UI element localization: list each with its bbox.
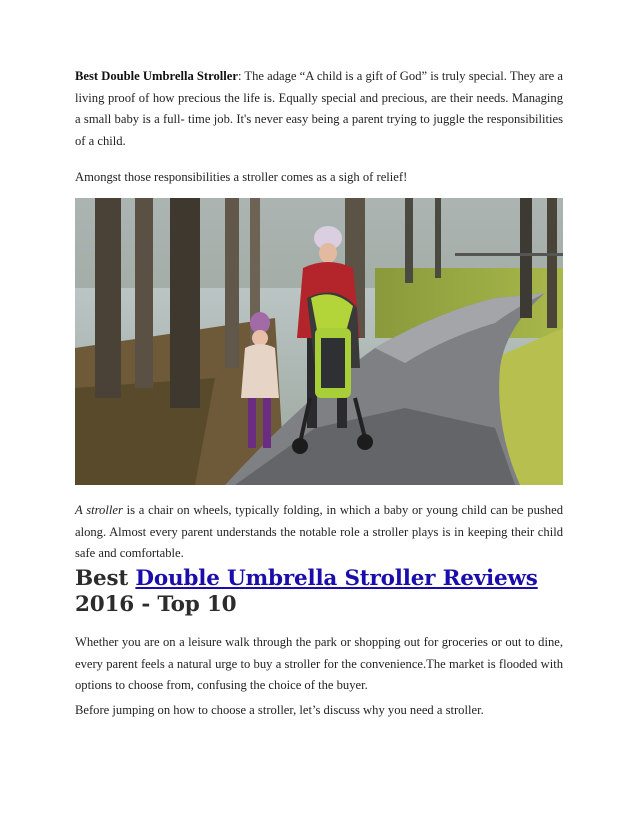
intro-text: : The adage “A child is a gift of God” is truly special. They are a living proof of how precious the life is. Equally special and precious, are their needs. Managing a small baby is a full- time job. It's never easy being a parent trying to juggle the responsibilities of a child. xyxy=(75,69,563,148)
intro-paragraph xyxy=(75,66,563,152)
stroller-lead-italic: A stroller xyxy=(75,503,123,517)
section-heading xyxy=(75,566,563,618)
reviews-link[interactable]: Double Umbrella Stroller Reviews xyxy=(135,566,538,591)
leisure-walk-paragraph: Whether you are on a leisure walk through the park or shopping out for groceries or out to dine, every parent feels a natural urge to buy a stroller for the convenience.The market is flooded with options to choose from, confusing the choice of the buyer. xyxy=(75,635,563,692)
family-walking-with-stroller-photo xyxy=(75,198,563,485)
stroller-definition-text: is a chair on wheels, typically folding, in which a baby or young child can be pushed along. Almost every parent understands the notable role a stroller plays is in keeping their child safe and comfortable. xyxy=(75,503,563,560)
intro-lead-bold: Best Double Umbrella Stroller xyxy=(75,69,238,83)
heading-prefix: Best xyxy=(75,566,136,591)
why-need-paragraph: Before jumping on how to choose a stroller, let’s discuss why you need a stroller. xyxy=(75,703,484,717)
heading-suffix: 2016 - Top 10 xyxy=(75,592,237,617)
stroller-definition-paragraph xyxy=(75,500,563,565)
relief-paragraph: Amongst those responsibilities a stroller comes as a sigh of relief! xyxy=(75,170,408,184)
